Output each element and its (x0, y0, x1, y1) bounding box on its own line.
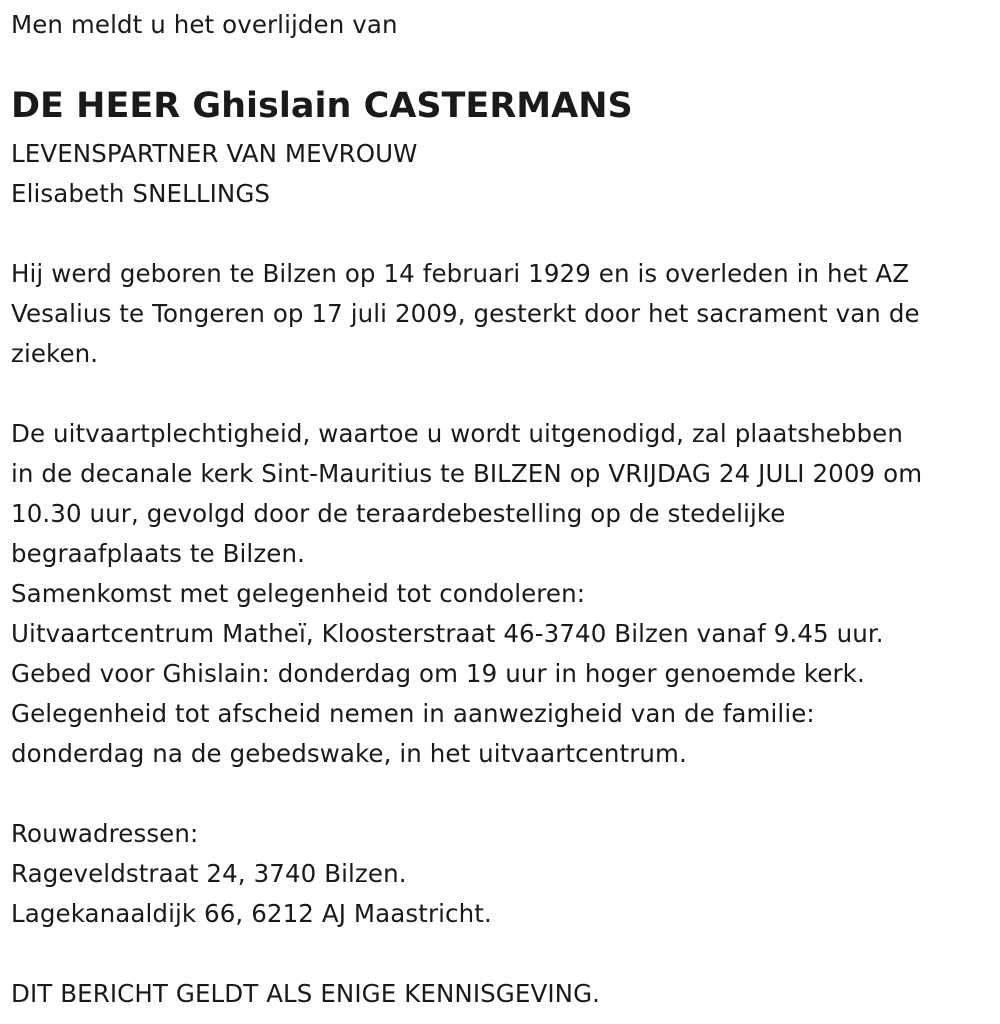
spacer (11, 934, 996, 974)
spacer (11, 374, 996, 414)
address-line: Lagekanaaldijk 66, 6212 AJ Maastricht. (11, 899, 492, 928)
paragraph-line: 10.30 uur, gevolgd door de teraardebestelling op de stedelijke (11, 499, 786, 528)
paragraph-line: begraafplaats te Bilzen. (11, 539, 305, 568)
paragraph-line: Uitvaartcentrum Matheï, Kloosterstraat 46-3740 Bilzen vanaf 9.45 uur. (11, 619, 884, 648)
paragraph-line: Hij werd geboren te Bilzen op 14 februari 1929 en is overleden in het AZ (11, 259, 910, 288)
partner-line-1: LEVENSPARTNER VAN MEVROUW (11, 139, 418, 168)
paragraph-line: De uitvaartplechtigheid, waartoe u wordt uitgenodigd, zal plaatshebben (11, 419, 903, 448)
intro-text: Men meldt u het overlijden van (11, 10, 398, 39)
birth-paragraph (11, 254, 996, 374)
spacer (11, 774, 996, 814)
paragraph-line: in de decanale kerk Sint-Mauritius te BILZEN op VRIJDAG 24 JULI 2009 om (11, 459, 923, 488)
funeral-paragraph (11, 414, 996, 774)
spacer (11, 214, 996, 254)
obituary-notice (11, 0, 996, 1014)
spacer (11, 40, 996, 80)
paragraph-line: Vesalius te Tongeren op 17 juli 2009, gesterkt door het sacrament van de (11, 299, 920, 328)
paragraph-line: donderdag na de gebedswake, in het uitvaartcentrum. (11, 739, 687, 768)
paragraph-line: Samenkomst met gelegenheid tot condoleren: (11, 579, 586, 608)
partner-line-2: Elisabeth SNELLINGS (11, 179, 271, 208)
footer-notice: DIT BERICHT GELDT ALS ENIGE KENNISGEVING. (11, 979, 601, 1008)
paragraph-line: zieken. (11, 339, 99, 368)
addresses-heading: Rouwadressen: (11, 819, 199, 848)
mourning-addresses (11, 814, 996, 934)
paragraph-line: Gelegenheid tot afscheid nemen in aanwezigheid van de familie: (11, 699, 815, 728)
address-line: Rageveldstraat 24, 3740 Bilzen. (11, 859, 407, 888)
deceased-name: DE HEER Ghislain CASTERMANS (11, 86, 633, 126)
paragraph-line: Gebed voor Ghislain: donderdag om 19 uur in hoger genoemde kerk. (11, 659, 865, 688)
